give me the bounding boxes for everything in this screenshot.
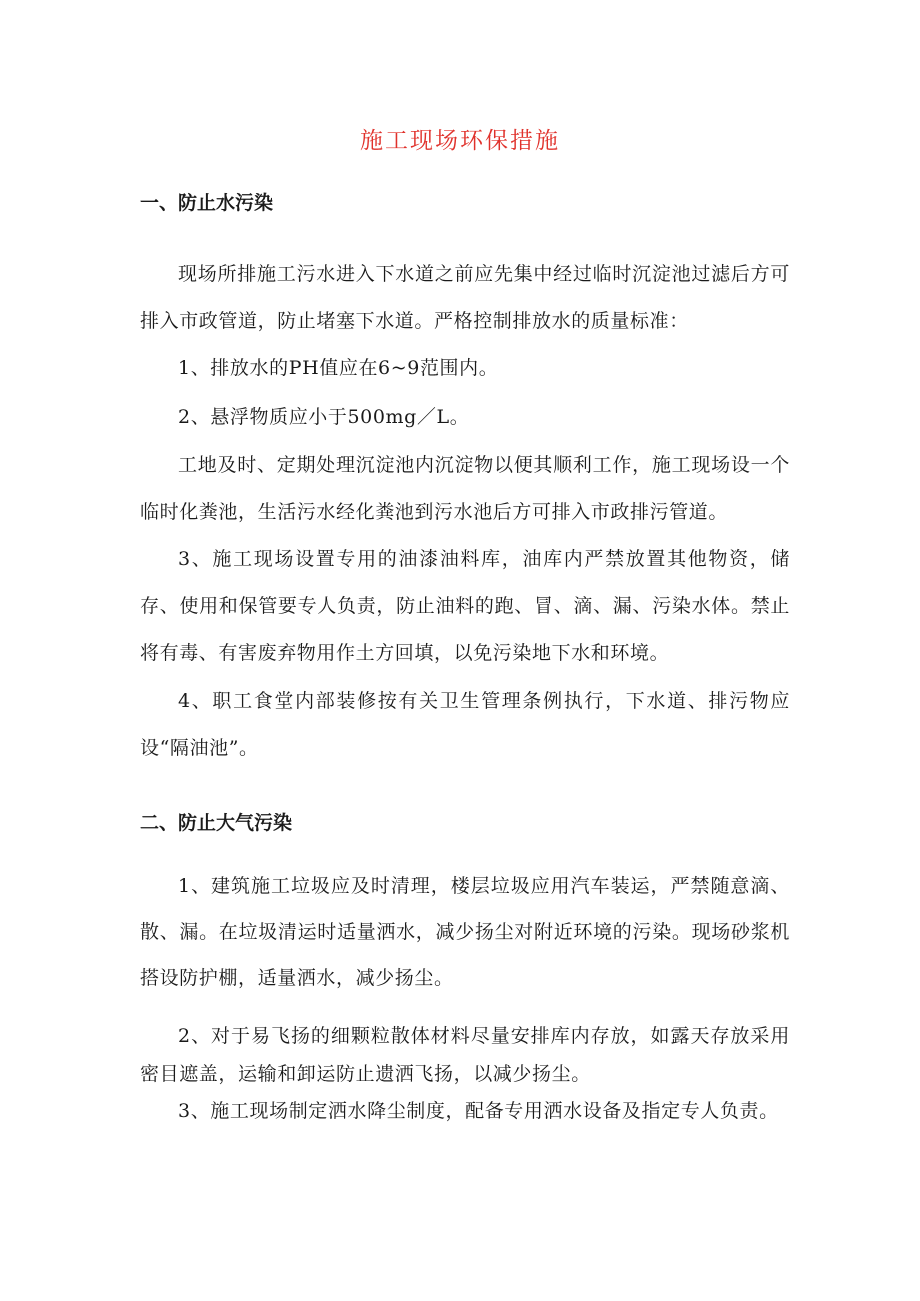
paragraph: 2、对于易飞扬的细颗粒散体材料尽量安排库内存放，如露天存放采用密目遮盖，运输和卸运防止遗洒飞扬，以减少扬尘。	[140, 1025, 790, 1085]
paragraph: 4、职工食堂内部装修按有关卫生管理条例执行，下水道、排污物应设“隔油池”。	[140, 690, 790, 759]
paragraph: 3、施工现场设置专用的油漆油料库，油库内严禁放置其他物资，储存、使用和保管要专人负责，防止油料的跑、冒、滴、漏、污染水体。禁止将有毒、有害废弃物用作土方回填，以免污染地下水和环境。	[140, 548, 790, 664]
paragraph: 1、建筑施工垃圾应及时清理，楼层垃圾应用汽车装运，严禁随意滴、散、漏。在垃圾清运时适量洒水，减少扬尘对附近环境的污染。现场砂浆机搭设防护棚，适量洒水，减少扬尘。	[140, 875, 790, 989]
section-heading-air: 二、防止大气污染	[140, 812, 293, 834]
paragraph: 现场所排施工污水进入下水道之前应先集中经过临时沉淀池过滤后方可排入市政管道，防止堵塞下水道。严格控制排放水的质量标准：	[140, 263, 790, 332]
section-heading-water: 一、防止水污染	[140, 192, 274, 214]
paragraph: 2、悬浮物质应小于500mg／L。	[178, 406, 470, 428]
document-title: 施工现场环保措施	[360, 128, 560, 154]
paragraph: 工地及时、定期处理沉淀池内沉淀物以便其顺利工作，施工现场设一个临时化粪池，生活污水经化粪池到污水池后方可排入市政排污管道。	[140, 454, 790, 523]
paragraph: 1、排放水的PH值应在6~9范围内。	[178, 357, 499, 379]
paragraph: 3、施工现场制定洒水降尘制度，配备专用洒水设备及指定专人负责。	[178, 1100, 779, 1122]
